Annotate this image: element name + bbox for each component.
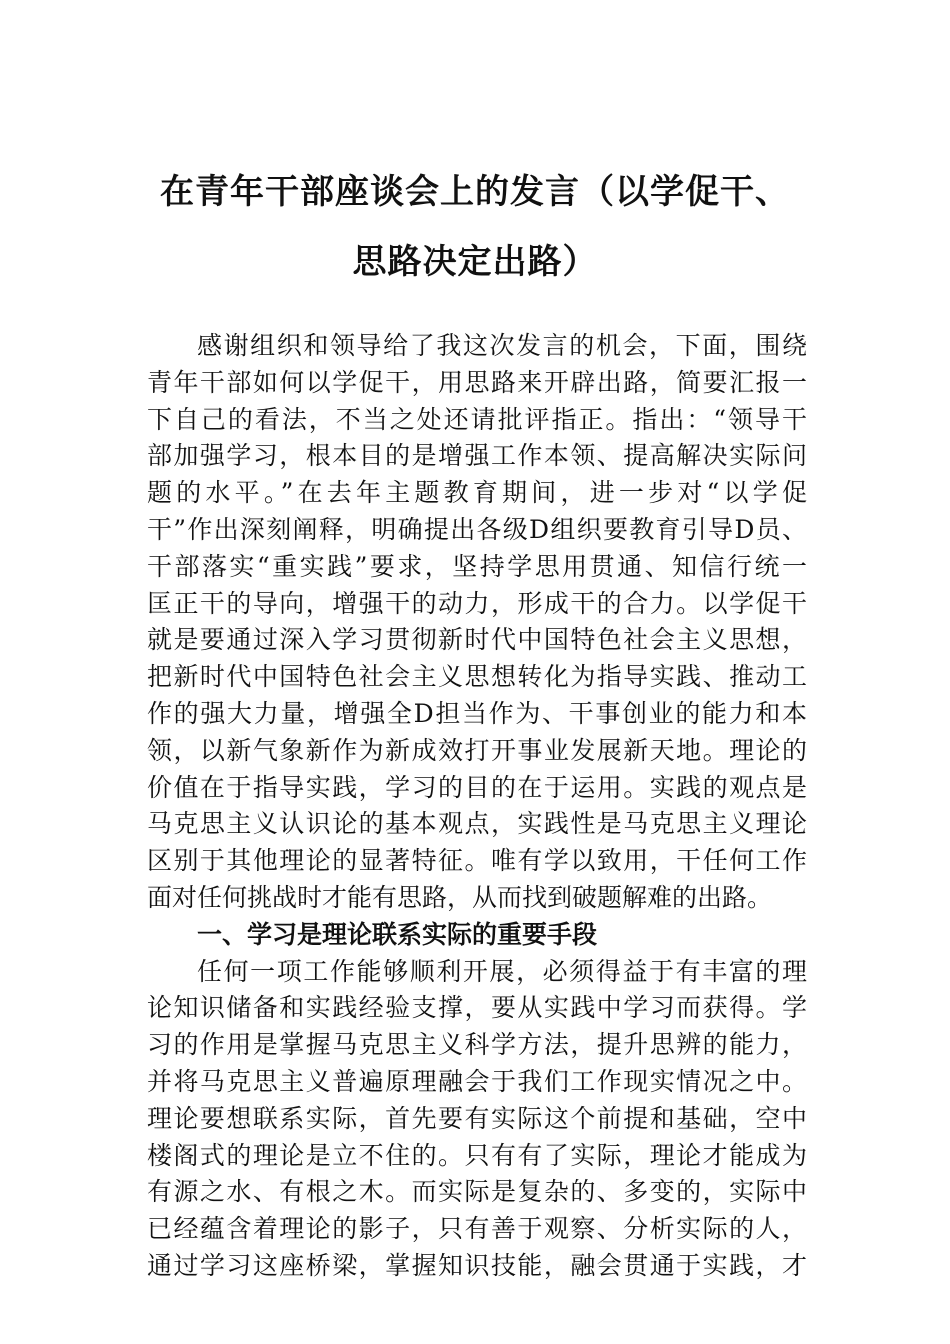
paragraph-1 bbox=[147, 328, 807, 917]
paragraph-line: 就是要通过深入学习贯彻新时代中国特色社会主义思想， bbox=[147, 625, 807, 655]
paragraph-line: 马克思主义认识论的基本观点，实践性是马克思主义理论 bbox=[147, 809, 807, 839]
paragraph-line: 习的作用是掌握马克思主义科学方法，提升思辨的能力， bbox=[147, 1030, 807, 1060]
paragraph-line: 价值在于指导实践，学习的目的在于运用。实践的观点是 bbox=[147, 772, 807, 802]
paragraph-line: 感谢组织和领导给了我这次发言的机会，下面，围绕 bbox=[197, 331, 807, 360]
paragraph-line: 干”作出深刻阐释，明确提出各级D组织要教育引导D员、 bbox=[147, 514, 807, 544]
paragraph-line: 领，以新气象新作为新成效打开事业发展新天地。理论的 bbox=[147, 735, 807, 765]
paragraph-line: 干部落实“重实践”要求，坚持学思用贯通、知信行统一 bbox=[147, 551, 807, 581]
paragraph-line: 作的强大力量，增强全D担当作为、干事创业的能力和本 bbox=[147, 698, 807, 728]
paragraph-line: 题的水平。”在去年主题教育期间，进一步对“以学促 bbox=[147, 478, 807, 508]
paragraph-line: 部加强学习，根本目的是增强工作本领、提高解决实际问 bbox=[147, 441, 807, 471]
paragraph-line: 已经蕴含着理论的影子，只有善于观察、分析实际的人， bbox=[147, 1214, 807, 1244]
paragraph-line: 通过学习这座桥梁，掌握知识技能，融会贯通于实践，才 bbox=[147, 1250, 807, 1280]
section-1-heading: 一、学习是理论联系实际的重要手段 bbox=[197, 919, 598, 949]
document-title-line-2: 思路决定出路） bbox=[352, 242, 598, 282]
paragraph-line: 论知识储备和实践经验支撑，要从实践中学习而获得。学 bbox=[147, 993, 807, 1023]
paragraph-line: 楼阁式的理论是立不住的。只有有了实际，理论才能成为 bbox=[147, 1140, 807, 1170]
paragraph-line: 面对任何挑战时才能有思路，从而找到破题解难的出路。 bbox=[147, 882, 773, 912]
paragraph-line: 理论要想联系实际，首先要有实际这个前提和基础，空中 bbox=[147, 1103, 807, 1133]
document-body bbox=[147, 328, 807, 1285]
paragraph-line: 任何一项工作能够顺利开展，必须得益于有丰富的理 bbox=[197, 956, 807, 986]
paragraph-line: 下自己的看法，不当之处还请批评指正。指出：“领导干 bbox=[147, 404, 807, 434]
document-title-line-1: 在青年干部座谈会上的发言（以学促干、 bbox=[160, 172, 790, 212]
paragraph-line: 青年干部如何以学促干，用思路来开辟出路，简要汇报一 bbox=[147, 367, 807, 397]
paragraph-line: 匡正干的导向，增强干的动力，形成干的合力。以学促干 bbox=[147, 588, 807, 618]
paragraph-2 bbox=[147, 954, 807, 1285]
paragraph-line: 把新时代中国特色社会主义思想转化为指导实践、推动工 bbox=[147, 662, 807, 692]
paragraph-line: 有源之水、有根之木。而实际是复杂的、多变的，实际中 bbox=[147, 1177, 807, 1207]
paragraph-line: 区别于其他理论的显著特征。唯有学以致用，干任何工作 bbox=[147, 846, 807, 876]
paragraph-line: 并将马克思主义普遍原理融会于我们工作现实情况之中。 bbox=[147, 1066, 807, 1096]
